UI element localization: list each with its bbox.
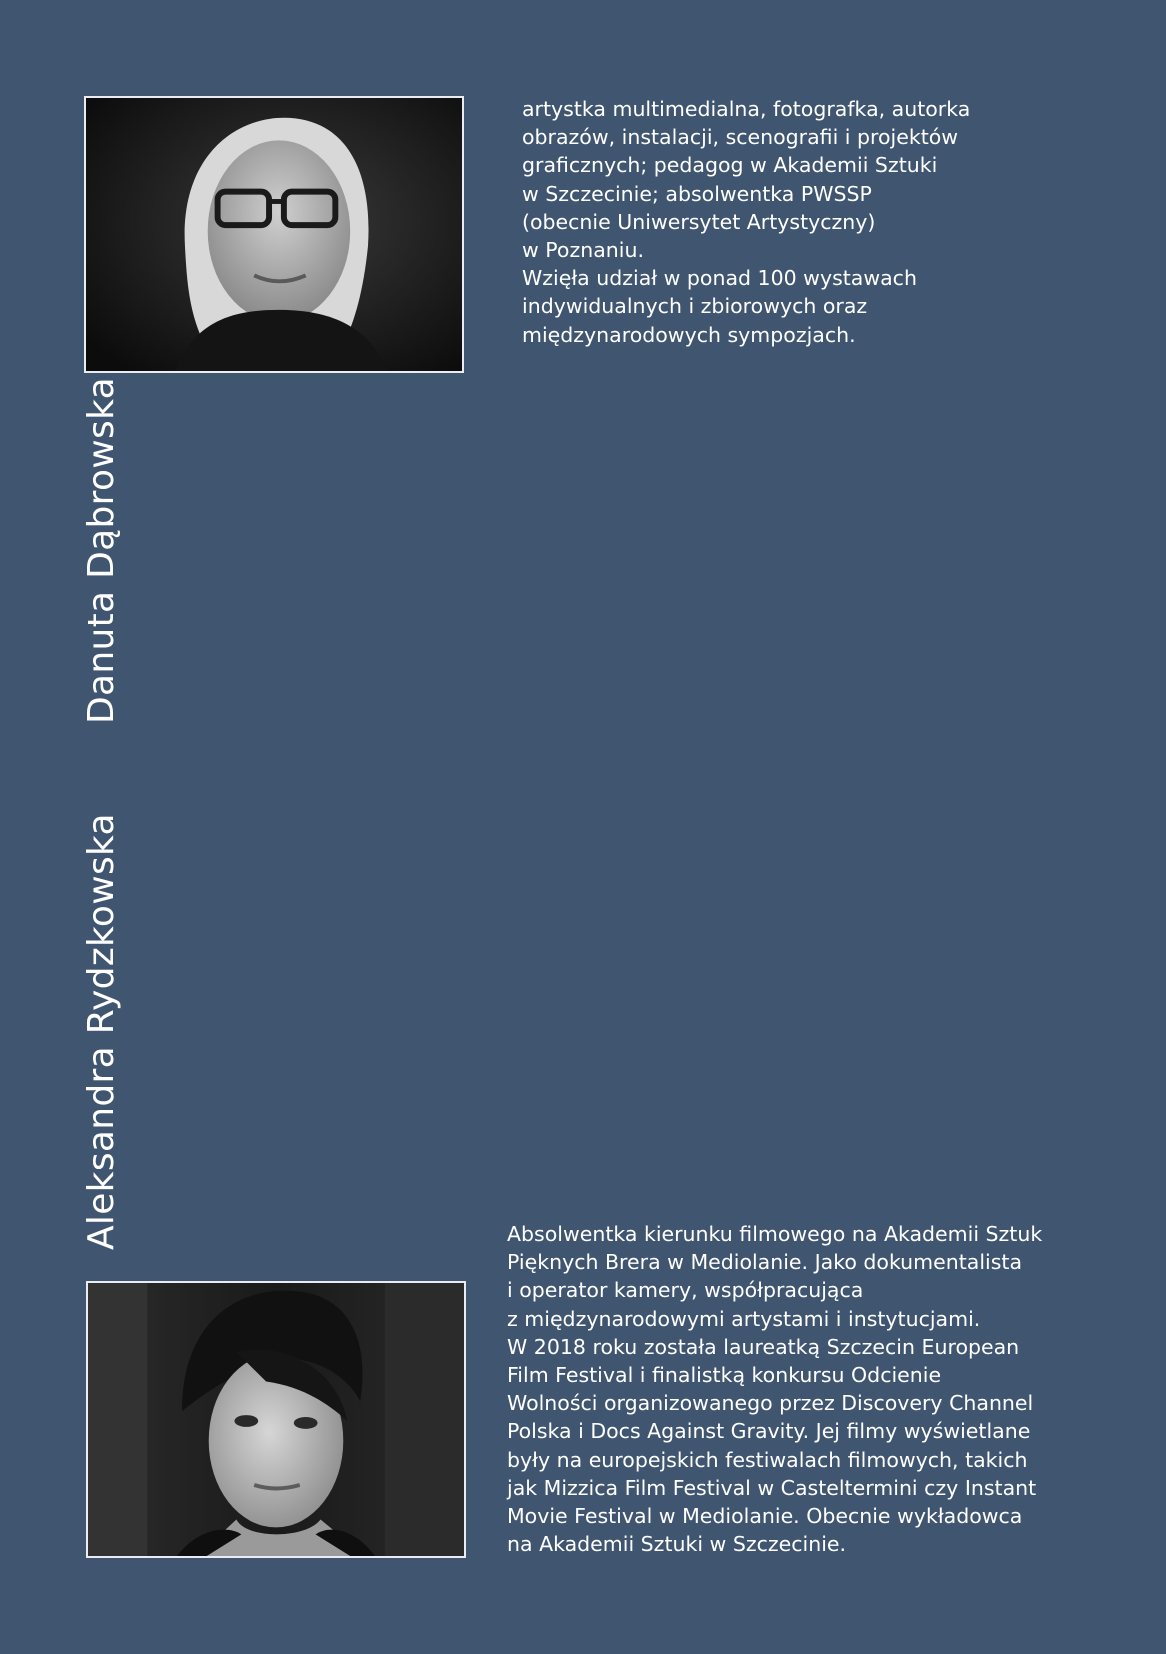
person-name-danuta-dabrowska: Danuta Dąbrowska	[81, 377, 122, 724]
bio-line: w Poznaniu.	[522, 238, 644, 263]
bio-line: Film Festival i finalistką konkursu Odcienie	[507, 1363, 942, 1388]
bio-line: Wzięła udział w ponad 100 wystawach	[522, 266, 917, 291]
person-name-aleksandra-rydzkowska: Aleksandra Rydzkowska	[81, 813, 122, 1250]
bio-line: były na europejskich festiwalach filmowych, takich	[507, 1447, 1028, 1472]
bio-aleksandra-rydzkowska	[507, 1220, 1042, 1558]
bio-line: artystka multimedialna, fotografka, autorka	[522, 97, 971, 121]
bio-line: międzynarodowych sympozjach.	[522, 322, 856, 347]
bio-line: Absolwentka kierunku filmowego na Akademii Sztuk	[507, 1222, 1043, 1246]
bio-line: W 2018 roku została laureatką Szczecin European	[507, 1334, 1020, 1359]
portrait-image	[86, 98, 462, 371]
bio-line: Pięknych Brera w Mediolanie. Jako dokumentalista	[507, 1250, 1023, 1275]
bio-line: Wolności organizowanego przez Discovery Channel	[507, 1391, 1034, 1416]
portrait-photo-danuta-dabrowska	[84, 96, 464, 373]
bio-line: obrazów, instalacji, scenografii i projektów	[522, 125, 959, 150]
bio-line: Movie Festival w Mediolanie. Obecnie wykładowca	[507, 1504, 1023, 1529]
portrait-photo-aleksandra-rydzkowska	[86, 1281, 466, 1558]
bio-danuta-dabrowska	[522, 95, 970, 349]
bio-line: w Szczecinie; absolwentka PWSSP	[522, 181, 872, 206]
bio-line: na Akademii Sztuki w Szczecinie.	[507, 1532, 847, 1557]
bio-line: z międzynarodowymi artystami i instytucjami.	[507, 1306, 981, 1331]
bio-line: Polska i Docs Against Gravity. Jej filmy wyświetlane	[507, 1419, 1031, 1444]
bio-line: graficznych; pedagog w Akademii Sztuki	[522, 153, 938, 178]
bio-line: indywidualnych i zbiorowych oraz	[522, 294, 868, 319]
bio-line: (obecnie Uniwersytet Artystyczny)	[522, 209, 876, 234]
portrait-image	[88, 1283, 464, 1556]
bio-line: i operator kamery, współpracująca	[507, 1278, 864, 1303]
bio-line: jak Mizzica Film Festival w Casteltermini czy Instant	[507, 1475, 1037, 1500]
